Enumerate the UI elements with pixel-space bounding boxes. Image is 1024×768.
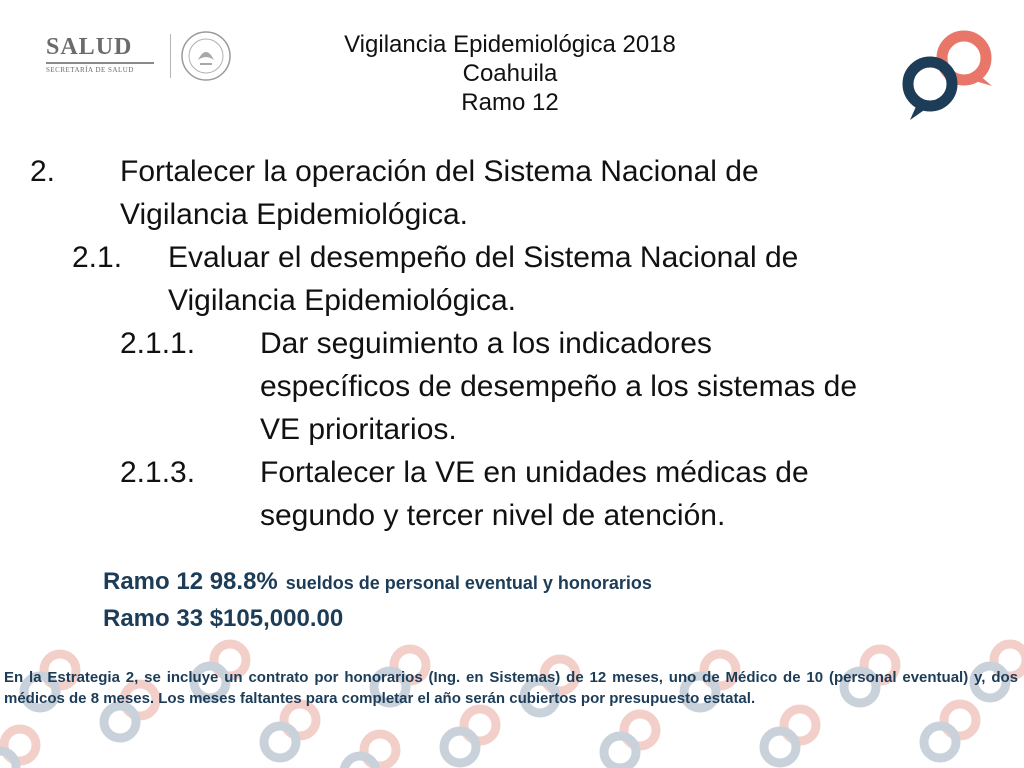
item-text: Fortalecer la operación del Sistema Nacional de — [120, 155, 759, 188]
logo-name: SALUD — [46, 34, 133, 60]
item-number: 2. — [30, 155, 56, 188]
mexican-seal-icon — [180, 30, 232, 82]
item-text: específicos de desempeño a los sistemas de — [260, 370, 857, 403]
ramo-12-value: Ramo 12 98.8% — [103, 568, 278, 595]
ramo-12-note: sueldos de personal eventual y honorarios — [285, 573, 652, 593]
item-number: 2.1. — [72, 241, 123, 274]
footer-note: En la Estrategia 2, se incluye un contrato por honorarios (Ing. en Sistemas) de 12 meses, uno de Médico de 10 (personal eventual) y, dos médicos de 8 meses. Los meses faltantes para completar el año serán cubiertos por presupuesto estatal. — [4, 669, 1018, 707]
item-text: segundo y tercer nivel de atención. — [260, 499, 726, 532]
item-text: Dar seguimiento a los indicadores — [260, 327, 712, 360]
header-ramo: Ramo 12 — [461, 89, 559, 116]
item-number: 2.1.3. — [120, 456, 196, 489]
ramo-33-line — [103, 605, 343, 633]
ramo-33-value: Ramo 33 $105,000.00 — [103, 605, 344, 632]
item-text: Fortalecer la VE en unidades médicas de — [260, 456, 809, 489]
item-text: Vigilancia Epidemiológica. — [168, 284, 516, 317]
item-number: 2.1.1. — [120, 327, 196, 360]
logo-subtitle: SECRETARÍA DE SALUD — [46, 66, 134, 74]
ramo-12-line — [103, 568, 652, 596]
logo-divider — [170, 34, 171, 78]
brand-chat-rings-icon — [896, 28, 1000, 124]
header-state: Coahuila — [462, 60, 558, 87]
slide-header — [250, 30, 770, 117]
item-text: Vigilancia Epidemiológica. — [120, 198, 468, 231]
item-text: Evaluar el desempeño del Sistema Nacional de — [168, 241, 799, 274]
logo-underline — [46, 62, 154, 64]
item-text: VE prioritarios. — [260, 413, 457, 446]
header-title: Vigilancia Epidemiológica 2018 — [344, 31, 676, 58]
salud-logo — [30, 30, 210, 82]
